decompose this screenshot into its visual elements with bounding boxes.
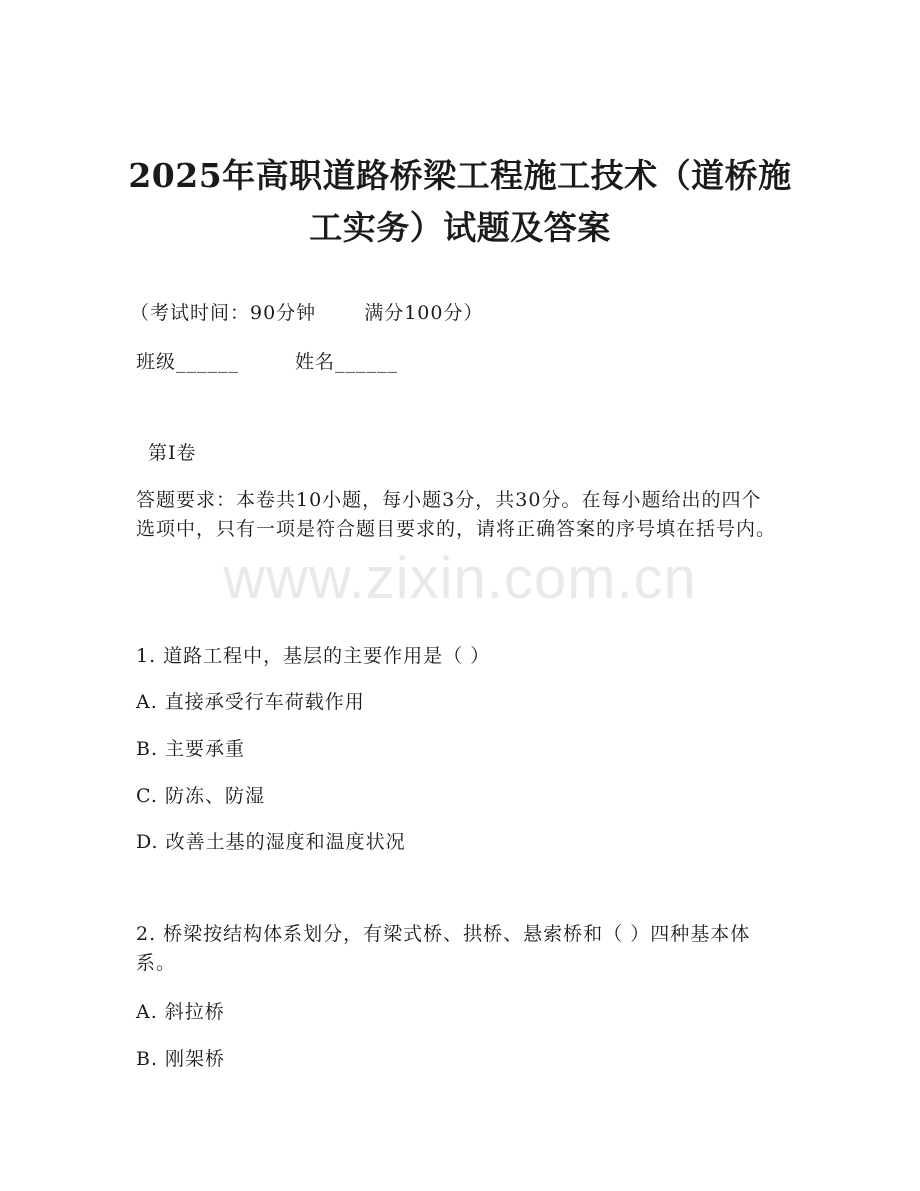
exam-score: 满分100分）	[364, 302, 484, 324]
exam-info	[130, 298, 780, 328]
question-2-option-a: A. 斜拉桥	[136, 1001, 225, 1023]
section-title: 第I卷	[148, 442, 197, 464]
question-1-option-b: B. 主要承重	[136, 738, 246, 760]
question-2-option-b: B. 刚架桥	[136, 1048, 226, 1070]
watermark-text: www.zixin.com.cn	[223, 546, 697, 611]
title-line-1: 2025年高职道路桥梁工程施工技术（道桥施	[128, 156, 792, 195]
instructions: 答题要求：本卷共10小题，每小题3分，共30分。在每小题给出的四个选项中，只有一项是符合题目要求的，请将正确答案的序号填在括号内。	[136, 489, 777, 540]
title-line-2: 工实务）试题及答案	[309, 208, 611, 247]
question-1-option-c: C. 防冻、防湿	[136, 785, 265, 807]
question-2-stem: 2. 桥梁按结构体系划分，有梁式桥、拱桥、悬索桥和（ ）四种基本体系。	[136, 923, 751, 974]
class-field: 班级______	[136, 351, 240, 373]
exam-time: （考试时间：90分钟	[130, 302, 317, 324]
student-fields	[136, 347, 786, 377]
document-title	[120, 150, 800, 254]
name-field: 姓名______	[295, 351, 399, 373]
question-1-option-a: A. 直接承受行车荷载作用	[136, 691, 365, 713]
question-1-option-d: D. 改善土基的湿度和温度状况	[136, 831, 406, 853]
question-1-stem: 1. 道路工程中，基层的主要作用是（ ）	[136, 645, 491, 667]
